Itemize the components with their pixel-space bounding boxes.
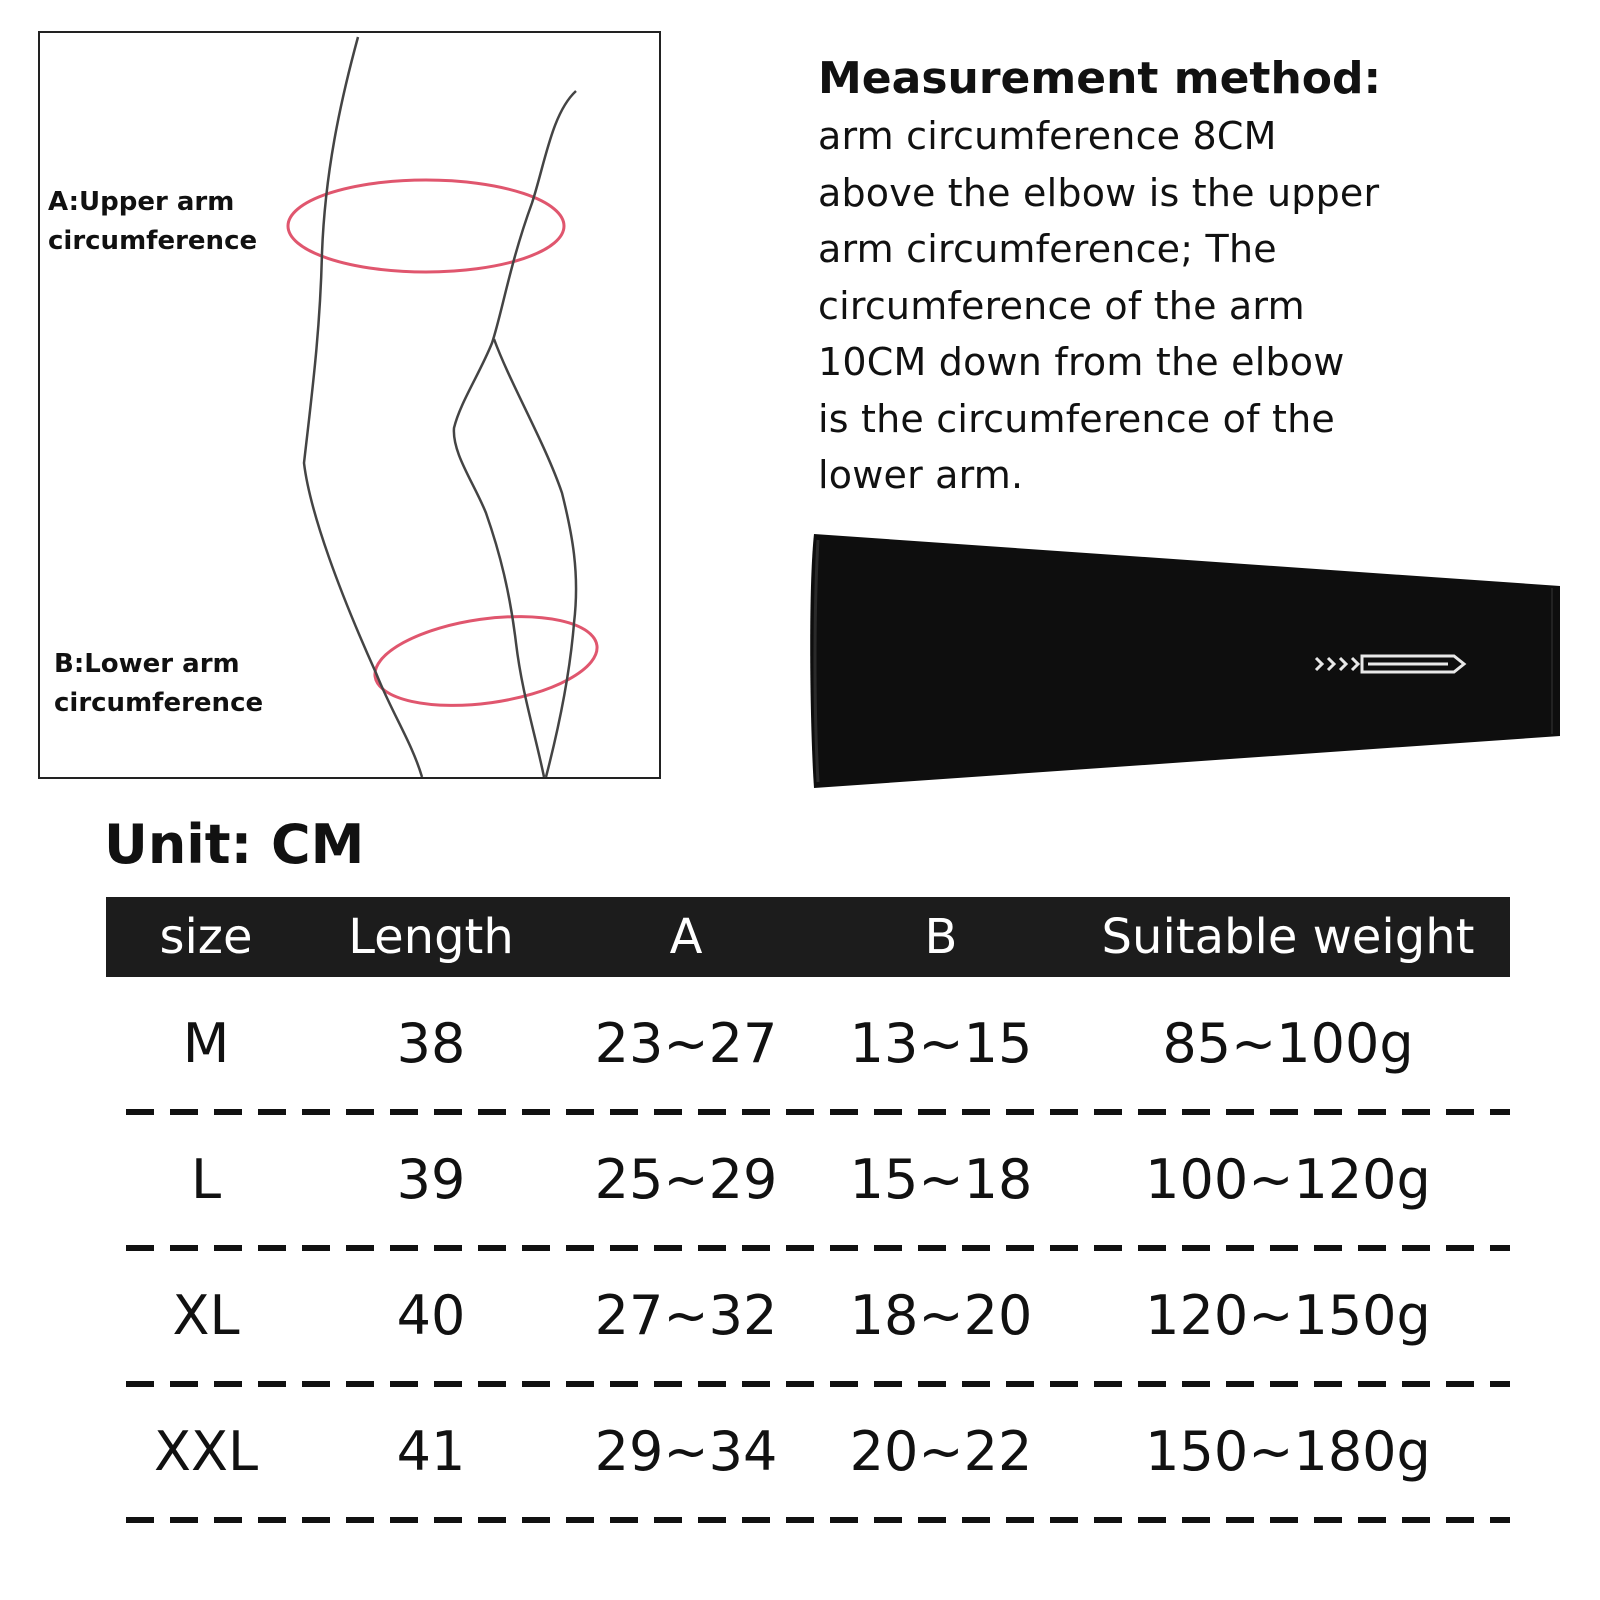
table-header — [106, 897, 1510, 977]
cell-size: L — [190, 1148, 222, 1211]
measurement-line: lower arm. — [818, 453, 1024, 497]
unit-label: Unit: CM — [104, 813, 365, 876]
cell-length: 41 — [396, 1420, 466, 1483]
lower-arm-label-line-1: B:Lower arm — [54, 649, 240, 679]
cell-b: 18~20 — [849, 1284, 1033, 1347]
row-divider — [126, 1381, 1510, 1387]
table-row — [106, 1261, 1510, 1397]
measurement-line: arm circumference; The — [818, 227, 1277, 271]
cell-b: 20~22 — [849, 1420, 1033, 1483]
cell-weight: 85~100g — [1162, 1012, 1414, 1075]
row-divider — [126, 1109, 1510, 1115]
cell-size: XXL — [153, 1420, 259, 1483]
cell-size: XL — [172, 1284, 240, 1347]
size-chart-table — [106, 897, 1510, 1533]
measurement-line: 10CM down from the elbow — [818, 340, 1345, 384]
lower-arm-label-line-2: circumference — [54, 688, 264, 718]
cell-weight: 150~180g — [1145, 1420, 1431, 1483]
cell-b: 13~15 — [849, 1012, 1033, 1075]
measurement-method — [818, 50, 1578, 504]
cell-weight: 120~150g — [1145, 1284, 1431, 1347]
arm-measurement-diagram — [38, 31, 661, 779]
header-size: size — [159, 909, 253, 965]
table-row — [106, 1125, 1510, 1261]
cell-size: M — [182, 1012, 230, 1075]
cell-a: 23~27 — [594, 1012, 778, 1075]
header-suitable-weight: Suitable weight — [1101, 909, 1475, 965]
upper-arm-label-line-2: circumference — [48, 226, 258, 256]
cell-length: 40 — [396, 1284, 466, 1347]
cell-length: 39 — [396, 1148, 466, 1211]
lower-arm-ring — [369, 604, 603, 718]
row-divider — [126, 1517, 1510, 1523]
measurement-title: Measurement method: — [818, 53, 1382, 104]
cell-b: 15~18 — [849, 1148, 1033, 1211]
cell-a: 27~32 — [594, 1284, 778, 1347]
measurement-line: above the elbow is the upper — [818, 170, 1380, 215]
table-row — [106, 1397, 1510, 1533]
table-row — [106, 989, 1510, 1125]
cell-length: 38 — [396, 1012, 466, 1075]
arm-sleeve-product-image — [808, 530, 1568, 792]
measurement-line: circumference of the arm — [818, 283, 1305, 328]
row-divider — [126, 1245, 1510, 1251]
cell-a: 25~29 — [594, 1148, 778, 1211]
cell-a: 29~34 — [594, 1420, 778, 1483]
header-a: A — [669, 909, 703, 965]
upper-arm-label-line-1: A:Upper arm — [48, 187, 235, 217]
header-length: Length — [348, 909, 514, 965]
cell-weight: 100~120g — [1145, 1148, 1431, 1211]
upper-arm-label — [48, 183, 257, 261]
measurement-line: arm circumference 8CM — [818, 114, 1277, 158]
header-b: B — [924, 909, 958, 965]
lower-arm-label — [54, 645, 263, 723]
measurement-line: is the circumference of the — [818, 396, 1335, 441]
upper-arm-ring — [288, 180, 564, 272]
